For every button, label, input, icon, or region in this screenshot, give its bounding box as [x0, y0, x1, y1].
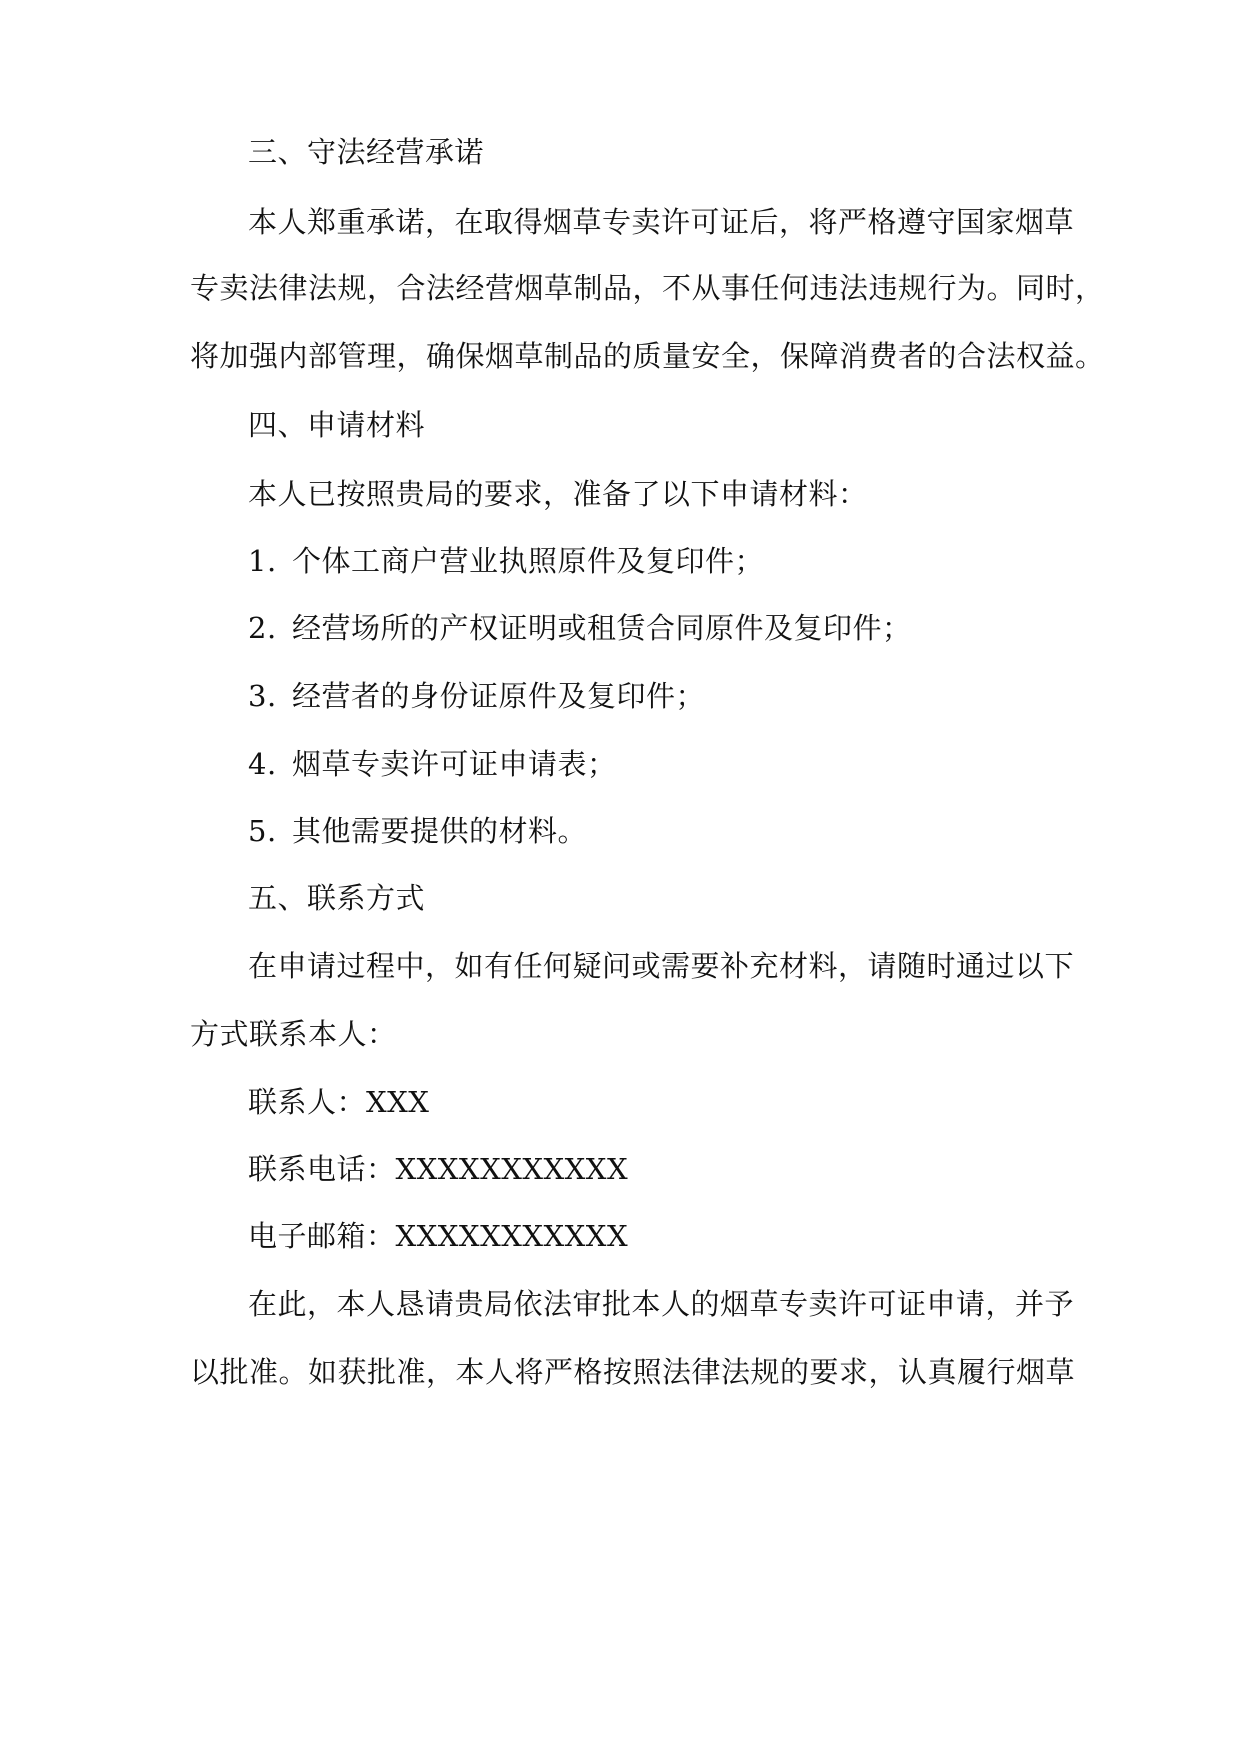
list-item	[248, 811, 587, 851]
contact-person: 联系人：XXX	[248, 1085, 430, 1119]
paragraph-line: 专卖法律法规，合法经营烟草制品，不从事任何违法违规行为。同时，	[190, 271, 1105, 305]
paragraph-line: 将加强内部管理，确保烟草制品的质量安全，保障消费者的合法权益。	[190, 339, 1105, 373]
list-item	[248, 676, 705, 716]
list-item-text: 经营场所的产权证明或租赁合同原件及复印件；	[292, 611, 912, 645]
list-item-number: 4.	[248, 747, 277, 781]
list-item-text: 其他需要提供的材料。	[292, 814, 588, 848]
list-item	[248, 541, 764, 581]
paragraph-line: 以批准。如获批准，本人将严格按照法律法规的要求，认真履行烟草	[190, 1355, 1076, 1389]
list-item-number: 1.	[248, 544, 277, 578]
section-heading-contact-info: 五、联系方式	[248, 881, 426, 915]
section-heading-application-materials: 四、申请材料	[248, 408, 426, 442]
section-heading-compliance-commitment: 三、守法经营承诺	[248, 135, 485, 169]
paragraph-line: 在申请过程中，如有任何疑问或需要补充材料，请随时通过以下	[248, 949, 1075, 983]
list-item-text: 经营者的身份证原件及复印件；	[292, 679, 706, 713]
list-item	[248, 744, 617, 784]
list-item-text: 个体工商户营业执照原件及复印件；	[292, 544, 765, 578]
paragraph-line: 在此，本人恳请贵局依法审批本人的烟草专卖许可证申请，并予	[248, 1287, 1075, 1321]
list-item-number: 5.	[248, 814, 277, 848]
list-item-text: 烟草专卖许可证申请表；	[292, 747, 617, 781]
list-item	[248, 608, 912, 648]
list-item-number: 2.	[248, 611, 277, 645]
paragraph-line: 本人已按照贵局的要求，准备了以下申请材料：	[248, 477, 868, 511]
paragraph-line: 本人郑重承诺，在取得烟草专卖许可证后，将严格遵守国家烟草	[248, 205, 1075, 239]
paragraph-line: 方式联系本人：	[190, 1017, 397, 1051]
contact-phone: 联系电话：XXXXXXXXXXX	[248, 1152, 629, 1186]
contact-email: 电子邮箱：XXXXXXXXXXX	[248, 1219, 629, 1253]
list-item-number: 3.	[248, 679, 277, 713]
